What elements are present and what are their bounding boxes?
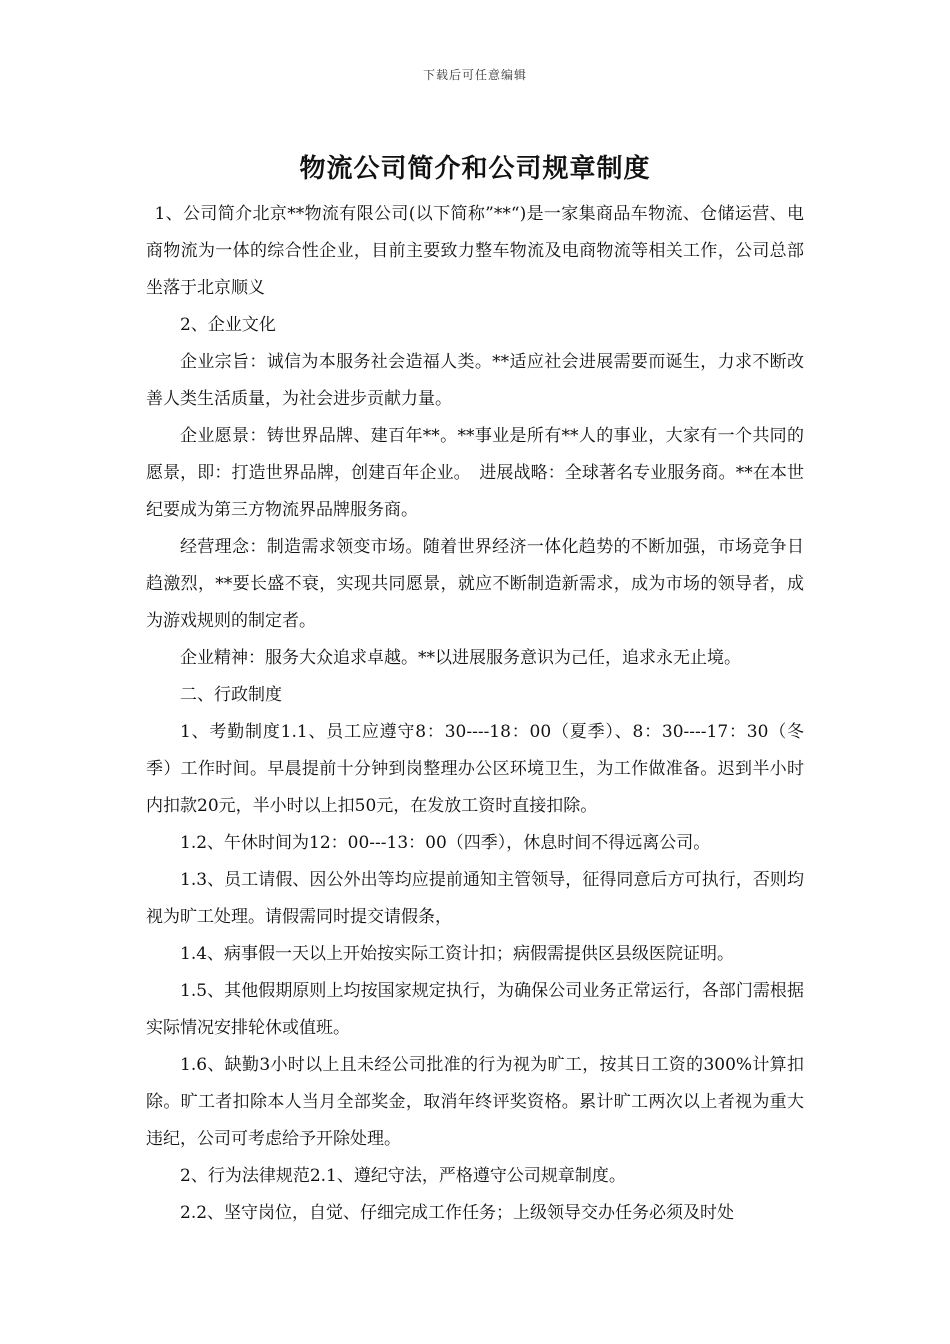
paragraph-spirit: 企业精神：服务大众追求卓越。**以进展服务意识为己任，追求永无止境。 xyxy=(180,648,741,668)
paragraph-culture-heading: 2、企业文化 xyxy=(180,315,276,335)
paragraph-company-intro: 1、公司简介北京**物流有限公司(以下简称”**“)是一家集商品车物流、仓储运营、电商物流为一体的综合性企业，目前主要致力整车物流及电商物流等相关工作，公司总部坐落于北京顺义 xyxy=(146,204,804,298)
paragraph-sick-leave: 1.4、病事假一天以上开始按实际工资计扣；病假需提供区县级医院证明。 xyxy=(180,944,735,964)
paragraph-leave-request: 1.3、员工请假、因公外出等均应提前通知主管领导，征得同意后方可执行，否则均视为旷工处理。请假需同时提交请假条， xyxy=(146,870,804,927)
paragraph-absenteeism: 1.6、缺勤3小时以上且未经公司批准的行为视为旷工，按其日工资的300%计算扣除。旷工者扣除本人当月全部奖金，取消年终评奖资格。累计旷工两次以上者视为重大违纪，公司可考虑给予开除处理。 xyxy=(146,1055,804,1149)
paragraph-philosophy: 经营理念：制造需求领变市场。随着世界经济一体化趋势的不断加强，市场竞争日趋激烈，**要长盛不衰，实现共同愿景，就应不断制造新需求，成为市场的领导者，成为游戏规则的制定者。 xyxy=(146,537,804,631)
paragraph-attendance: 1、考勤制度1.1、员工应遵守8：30----18：00（夏季）、8：30----17：30（冬季）工作时间。早晨提前十分钟到岗整理办公区环境卫生，为工作做准备。迟到半小时内扣款20元，半小时以上扣50元，在发放工资时直接扣除。 xyxy=(146,722,804,816)
paragraph-lunch-break: 1.2、午休时间为12：00---13：00（四季），休息时间不得远离公司。 xyxy=(180,833,711,853)
paragraph-vision: 企业愿景：铸世界品牌、建百年**。**事业是所有**人的事业，大家有一个共同的愿景，即：打造世界品牌，创建百年企业。 进展战略：全球著名专业服务商。**在本世纪要成为第三方物流界品牌服务商。 xyxy=(146,426,804,520)
paragraph-purpose: 企业宗旨：诚信为本服务社会造福人类。**适应社会进展需要而诞生，力求不断改善人类生活质量，为社会进步贡献力量。 xyxy=(146,352,804,409)
page-header: 下载后可任意编辑 xyxy=(422,68,527,82)
paragraph-other-leave: 1.5、其他假期原则上均按国家规定执行，为确保公司业务正常运行，各部门需根据实际情况安排轮休或值班。 xyxy=(146,981,804,1038)
document-body xyxy=(146,196,804,1232)
paragraph-conduct-heading: 2、行为法律规范2.1、遵纪守法，严格遵守公司规章制度。 xyxy=(180,1166,626,1186)
paragraph-duty: 2.2、坚守岗位，自觉、仔细完成工作任务；上级领导交办任务必须及时处 xyxy=(180,1203,735,1223)
document-title: 物流公司简介和公司规章制度 xyxy=(299,154,651,184)
paragraph-admin-heading: 二、行政制度 xyxy=(180,685,282,705)
